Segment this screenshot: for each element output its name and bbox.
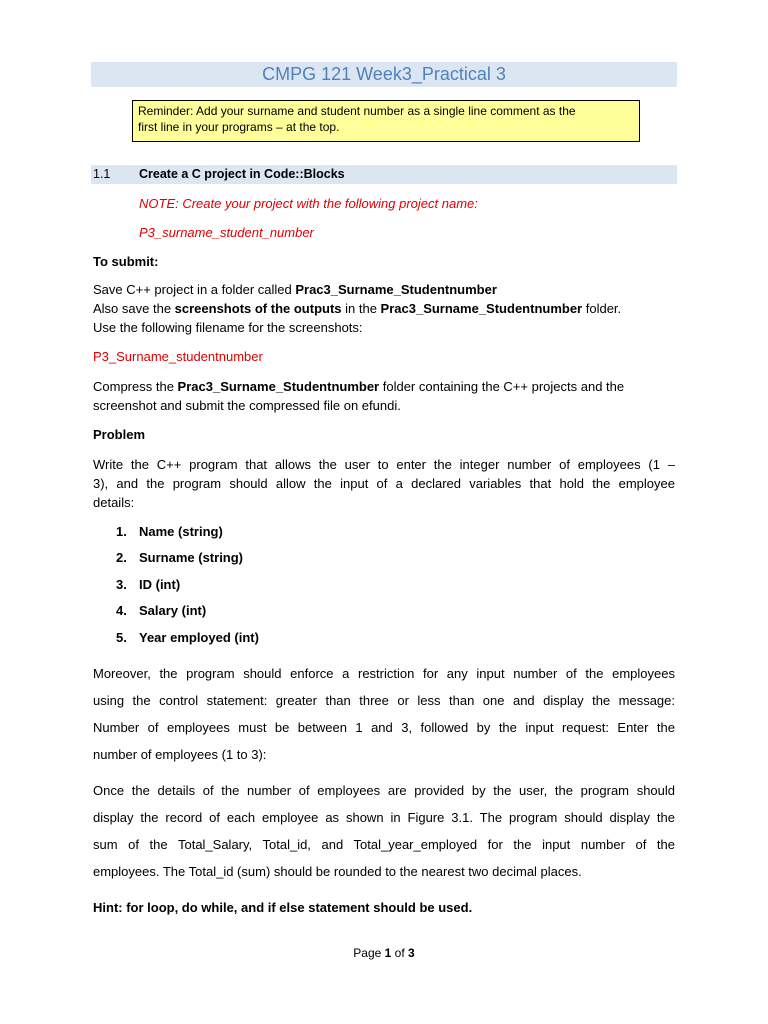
problem-intro-line-1: Write the C++ program that allows the user to enter the integer number of employees (1 – [93, 457, 675, 472]
list-item: 5. Year employed (int) [116, 630, 259, 645]
submit-line-3: Use the following filename for the screenshots: [93, 320, 363, 335]
list-item: 2. Surname (string) [116, 550, 244, 565]
paragraph-line: using the control statement: greater than three or less than one and display the message: [93, 693, 675, 708]
problem-intro-line-3: details: [93, 495, 135, 510]
current-page-number: 1 [384, 946, 392, 960]
submit-heading: To submit: [93, 254, 159, 269]
submit-line-1: Save C++ project in a folder called Prac3_Surname_Studentnumber [93, 282, 497, 297]
paragraph-line: Moreover, the program should enforce a restriction for any input number of the employees [93, 666, 675, 681]
section-number: 1.1 [93, 167, 111, 181]
problem-heading: Problem [93, 427, 146, 442]
restriction-paragraph [93, 660, 675, 768]
reminder-line-2: first line in your programs – at the top. [138, 120, 340, 134]
output-paragraph [93, 777, 675, 885]
page-title: CMPG 121 Week3_Practical 3 [91, 62, 677, 87]
problem-intro-line-2: 3), and the program should allow the input of a declared variables that hold the employee [93, 476, 675, 491]
list-item: 3. ID (int) [116, 577, 181, 592]
reminder-line-1: Reminder: Add your surname and student number as a single line comment as the [138, 104, 576, 118]
section-title: Create a C project in Code::Blocks [139, 167, 345, 181]
compress-line-2: screenshot and submit the compressed file on efundi. [93, 398, 401, 413]
submit-line-2: Also save the screenshots of the outputs in the Prac3_Surname_Studentnumber folder. [93, 301, 622, 316]
hint-text: Hint: for loop, do while, and if else statement should be used. [93, 900, 473, 915]
paragraph-line: display the record of each employee as shown in Figure 3.1. The program should display the [93, 810, 675, 825]
total-pages-number: 3 [408, 946, 415, 960]
compress-line-1: Compress the Prac3_Surname_Studentnumber folder containing the C++ projects and the [93, 379, 625, 394]
list-item: 1. Name (string) [116, 524, 223, 539]
list-item: 4. Salary (int) [116, 603, 207, 618]
reminder-box [132, 100, 640, 142]
paragraph-line: Number of employees must be between 1 and 3, followed by the input request: Enter the [93, 720, 675, 735]
note-text: NOTE: Create your project with the following project name: [139, 196, 478, 211]
paragraph-line: employees. The Total_id (sum) should be rounded to the nearest two decimal places. [93, 864, 582, 879]
paragraph-line: Once the details of the number of employees are provided by the user, the program should [93, 783, 675, 798]
page-footer: Page 1 of 3 [353, 946, 415, 960]
screenshot-filename: P3_Surname_studentnumber [93, 349, 263, 364]
paragraph-line: sum of the Total_Salary, Total_id, and Total_year_employed for the input number of the [93, 837, 675, 852]
paragraph-line: number of employees (1 to 3): [93, 747, 267, 762]
section-heading [91, 165, 677, 184]
project-name: P3_surname_student_number [139, 225, 314, 240]
